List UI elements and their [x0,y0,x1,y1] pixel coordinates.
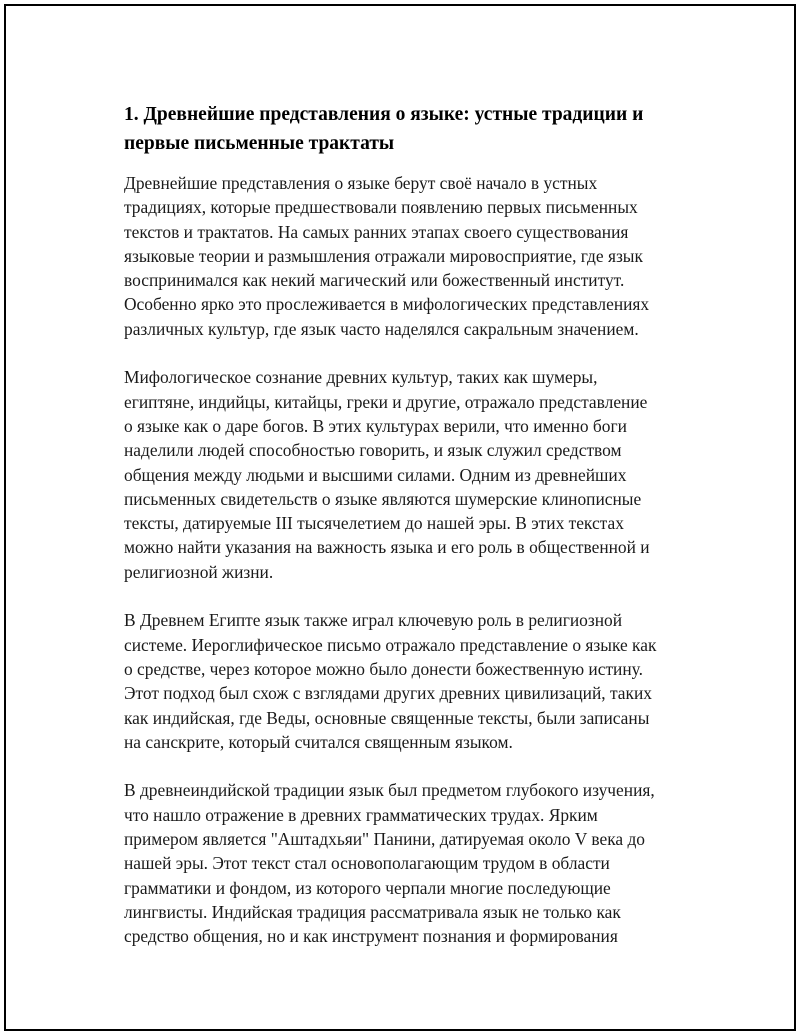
text-line: о средстве, через которое можно было донести божественную истину. [124,658,643,679]
text-line: на санскрите, который считался священным языком. [124,731,513,752]
document-body [124,100,706,973]
text-line: Этот подход был схож с взглядами других древних цивилизаций, таких [124,683,652,704]
text-line: Мифологическое сознание древних культур, таких как шумеры, [124,367,598,388]
text-line: что нашло отражение в древних грамматических трудах. Ярким [124,804,598,825]
text-line: письменных свидетельств о языке являются шумерские клинописные [124,488,642,509]
text-line: системе. Иероглифическое письмо отражало представление о языке как [124,634,657,655]
text-line: как индийская, где Веды, основные священные тексты, были записаны [124,707,650,728]
text-line: наделили людей способностью говорить, и язык служил средством [124,440,622,461]
paragraph-1 [124,171,706,341]
text-line: о языке как о даре богов. В этих культурах верили, что именно боги [124,415,627,436]
text-line: Древнейшие представления о языке берут своё начало в устных [124,173,598,193]
paragraph-3 [124,608,706,754]
section-title [124,100,706,158]
text-line: текстов и трактатов. На самых ранних этапах своего существования [124,221,629,242]
paragraph-4 [124,778,706,948]
text-line: лингвисты. Индийская традиция рассматривала язык не только как [124,901,621,922]
text-line: можно найти указания на важность языка и его роль в общественной и [124,537,650,558]
text-line: средство общения, но и как инструмент познания и формирования [124,926,618,947]
text-line: Особенно ярко это прослеживается в мифологических представлениях [124,294,650,315]
text-line: религиозной жизни. [124,561,274,582]
text-line: нашей эры. Этот текст стал основополагающим трудом в области [124,853,610,874]
text-line: языковые теории и размышления отражали мировосприятие, где язык [124,245,643,266]
text-line: традициях, которые предшествовали появлению первых письменных [124,197,638,218]
text-line: В Древнем Египте язык также играл ключевую роль в религиозной [124,610,623,631]
text-line: воспринимался как некий магический или божественный институт. [124,270,625,291]
title-line: первые письменные трактаты [124,133,395,154]
page-frame [4,4,796,1031]
title-line: 1. Древнейшие представления о языке: устные традиции и [124,104,644,125]
text-line: В древнеиндийской традиции язык был предметом глубокого изучения, [124,780,655,801]
text-line: тексты, датируемые III тысячелетием до нашей эры. В этих текстах [124,513,624,534]
text-line: общения между людьми и высшими силами. Одним из древнейших [124,464,627,485]
paragraph-2 [124,365,706,584]
text-line: египтяне, индийцы, китайцы, греки и другие, отражало представление [124,391,648,412]
text-line: примером является "Аштадхьяи" Панини, датируемая около V века до [124,829,645,850]
text-line: грамматики и фондом, из которого черпали многие последующие [124,877,611,898]
text-line: различных культур, где язык часто наделялся сакральным значением. [124,318,639,339]
